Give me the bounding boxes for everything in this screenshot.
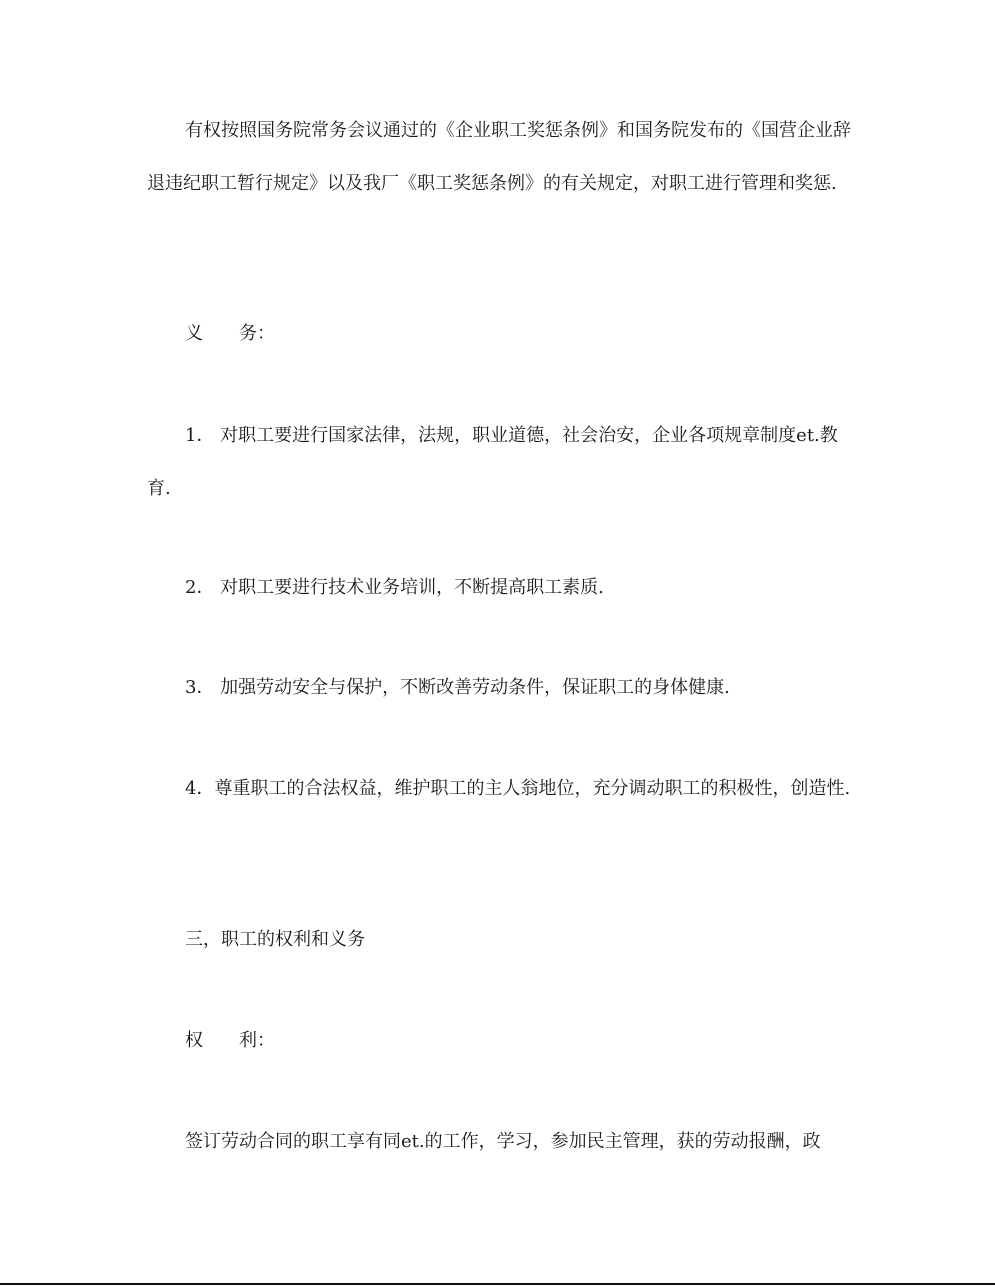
heading-duties xyxy=(147,307,853,360)
heading-rights xyxy=(147,1014,853,1067)
paragraph-employee-rights: 签订劳动合同的职工享有同et.的工作，学习，参加民主管理，获的劳动报酬，政 xyxy=(185,1131,821,1152)
heading-rights-first: 权 xyxy=(185,1030,203,1051)
duty-item-3: 3． 加强劳动安全与保护，不断改善劳动条件，保证职工的身体健康. xyxy=(185,677,730,698)
paragraph-management-rights: 有权按照国务院常务会议通过的《企业职工奖惩条例》和国务院发布的《国营企业辞退违纪职工暂行规定》以及我厂《职工奖惩条例》的有关规定，对职工进行管理和奖惩. xyxy=(147,120,851,194)
duty-item-1: 1． 对职工要进行国家法律，法规，职业道德，社会治安，企业各项规章制度et.教育. xyxy=(147,425,838,499)
heading-duties-second: 务： xyxy=(239,323,275,344)
heading-duties-first: 义 xyxy=(185,323,203,344)
duty-item-2: 2． 对职工要进行技术业务培训，不断提高职工素质. xyxy=(185,577,604,598)
page-bottom-border xyxy=(0,1283,995,1285)
heading-rights-second: 利： xyxy=(239,1030,275,1051)
duty-item-4: 4．尊重职工的合法权益，维护职工的主人翁地位，充分调动职工的积极性，创造性. xyxy=(185,778,851,799)
section-heading-employee-rights: 三，职工的权利和义务 xyxy=(185,929,365,950)
